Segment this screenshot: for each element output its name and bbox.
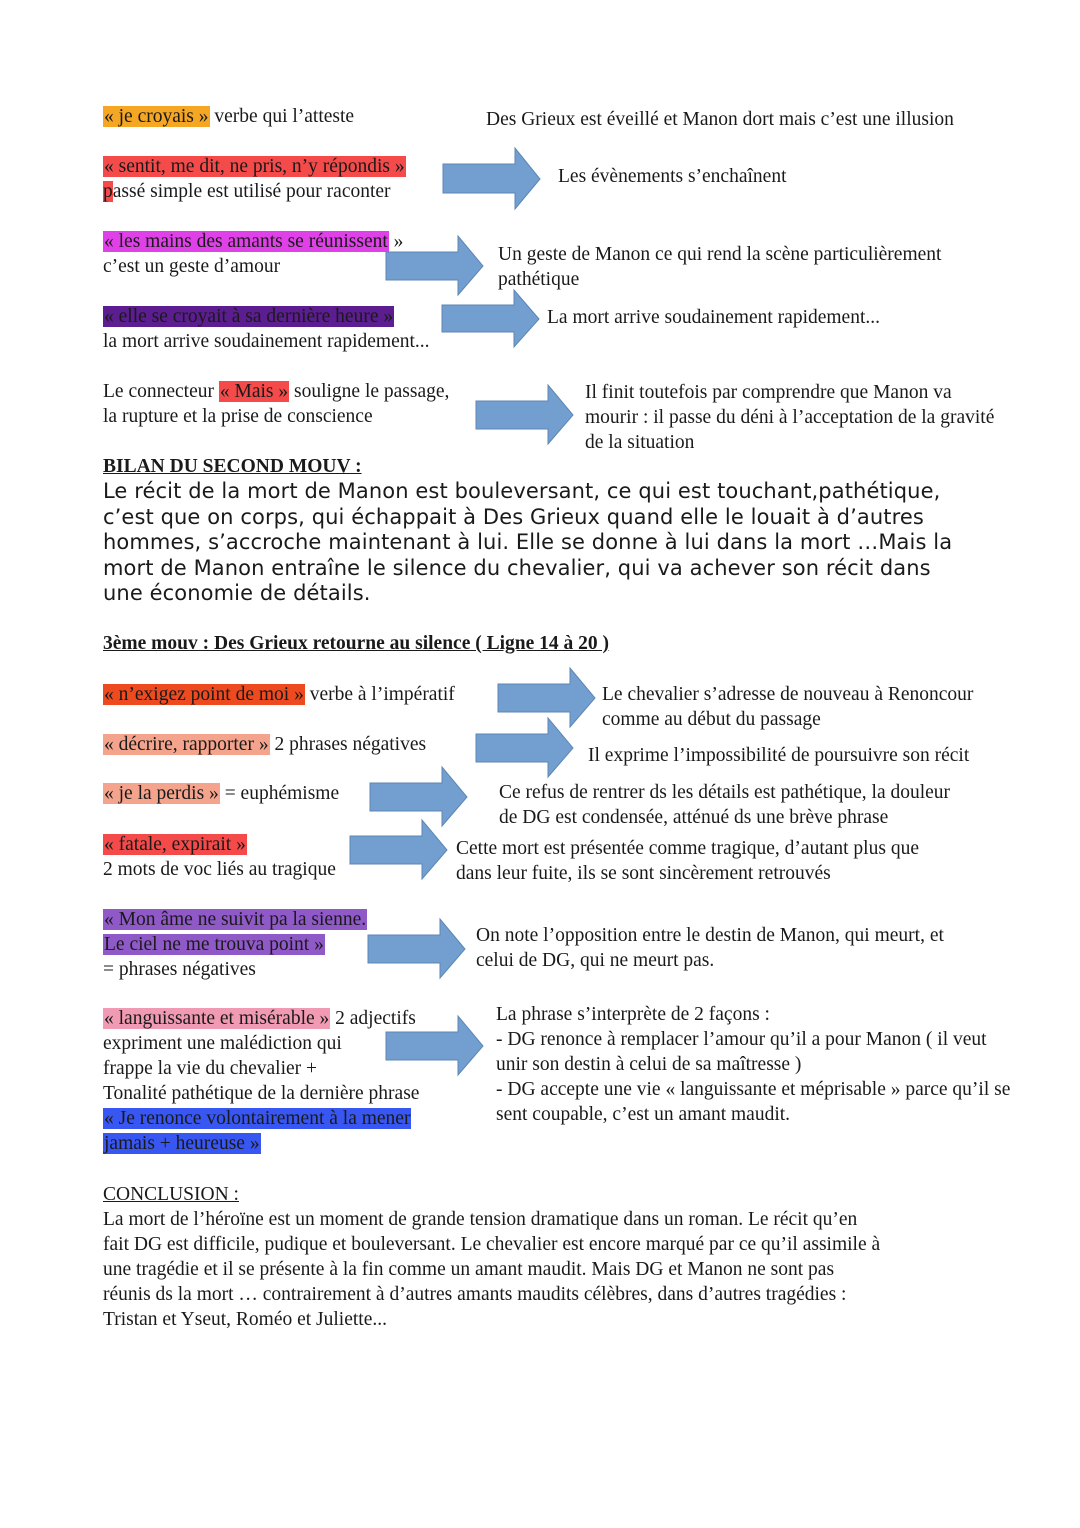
quote-highlight: « Mais »	[219, 381, 289, 402]
result-text: - DG accepte une vie « languissante et méprisable » parce qu’il se	[496, 1079, 1011, 1100]
result-text: de DG est condensée, atténué ds une brève phrase	[499, 807, 889, 828]
note-text: frappe la vie du chevalier +	[103, 1058, 318, 1079]
arrow-icon	[386, 236, 484, 296]
result-text: comme au début du passage	[602, 709, 821, 730]
quote-highlight: « n’exigez point de moi »	[104, 684, 304, 705]
arrow-icon	[386, 1016, 484, 1076]
result-text: unir son destin à celui de sa maîtresse )	[496, 1054, 802, 1075]
result-text: La phrase s’interprète de 2 façons :	[496, 1004, 770, 1025]
section-title: 3ème mouv : Des Grieux retourne au silence ( Ligne 14 à 20 )	[103, 633, 610, 654]
note-text: 2 mots de voc liés au tragique	[103, 859, 336, 880]
arrow-icon	[476, 385, 574, 445]
result-text: pathétique	[498, 269, 580, 290]
quote-highlight: « Je renonce volontairement à la mener	[104, 1108, 411, 1129]
note-text: verbe qui l’atteste	[209, 106, 355, 127]
result-text: Il exprime l’impossibilité de poursuivre son récit	[588, 745, 970, 766]
arrow-icon	[443, 148, 541, 210]
result-text: Ce refus de rentrer ds les détails est pathétique, la douleur	[499, 782, 951, 803]
result-text: Le chevalier s’adresse de nouveau à Renoncour	[602, 684, 974, 705]
conclusion-line: La mort de l’héroïne est un moment de grande tension dramatique dans un roman. Le récit qu’en	[103, 1209, 858, 1230]
note-text: Tonalité pathétique de la dernière phrase	[103, 1083, 420, 1104]
note-text: c’est un geste d’amour	[103, 256, 281, 277]
arrow-icon	[476, 718, 574, 778]
result-text: sent coupable, c’est un amant maudit.	[496, 1104, 791, 1125]
result-text: celui de DG, qui ne meurt pas.	[476, 950, 715, 971]
result-text: - DG renonce à remplacer l’amour qu’il a pour Manon ( il veut	[496, 1029, 987, 1050]
result-text: Des Grieux est éveillé et Manon dort mais c’est une illusion	[486, 109, 954, 130]
quote-highlight: « fatale, expirait »	[104, 834, 246, 855]
note-text: la rupture et la prise de conscience	[103, 406, 373, 427]
bilan-line: c’est que on corps, qui échappait à Des Grieux quand elle le louait à d’autres	[103, 504, 924, 529]
quote-highlight: « décrire, rapporter »	[104, 734, 269, 755]
bilan-line: une économie de détails.	[103, 581, 371, 605]
quote-highlight: « languissante et misérable »	[104, 1008, 330, 1029]
conclusion-line: fait DG est difficile, pudique et bouleversant. Le chevalier est encore marqué par ce qu’il assimile à	[103, 1234, 881, 1255]
result-text: Il finit toutefois par comprendre que Manon va	[585, 382, 952, 403]
row1-left	[103, 104, 354, 129]
m2-left: « décrire, rapporter » 2 phrases négatives	[104, 734, 427, 755]
bilan-line: hommes, s’accroche maintenant à lui. Elle se donne à lui dans la mort …Mais la	[103, 530, 953, 554]
result-text: On note l’opposition entre le destin de Manon, qui meurt, et	[476, 925, 944, 946]
arrow-icon	[370, 767, 468, 827]
result-text: Un geste de Manon ce qui rend la scène particulièrement	[498, 244, 942, 265]
m6-left: « languissante et misérable » 2 adjectifs	[104, 1008, 416, 1029]
note-text: la mort arrive soudainement rapidement...	[103, 331, 430, 352]
quote-highlight: « les mains des amants se réunissent »	[104, 231, 404, 252]
quote-highlight: « je la perdis »	[104, 783, 219, 804]
arrow-icon	[350, 820, 448, 880]
conclusion-line: réunis ds la mort … contrairement à d’autres amants maudits célèbres, dans d’autres tragédies :	[103, 1284, 847, 1305]
result-text: La mort arrive soudainement rapidement...	[547, 307, 881, 328]
quote-highlight: Le ciel ne me trouva point »	[104, 934, 324, 955]
quote-highlight: « Mon âme ne suivit pa la sienne.	[104, 909, 367, 930]
m1-left: « n’exigez point de moi » verbe à l’impératif	[104, 684, 455, 705]
note-text: expriment une malédiction qui	[103, 1033, 342, 1054]
conclusion-line: Tristan et Yseut, Roméo et Juliette...	[103, 1309, 387, 1330]
quote-highlight: jamais + heureuse »	[104, 1133, 260, 1154]
conclusion-line: une tragédie et il se présente à la fin comme un amant maudit. Mais DG et Manon ne sont pas	[103, 1259, 835, 1280]
quote-highlight: « elle se croyait à sa dernière heure »	[104, 306, 394, 327]
note-text: passé simple est utilisé pour raconter	[103, 181, 391, 202]
quote-highlight: « sentit, me dit, ne pris, n’y répondis »	[104, 156, 405, 177]
arrow-icon	[368, 919, 466, 979]
result-text: mourir : il passe du déni à l’acceptation de la gravité	[585, 407, 995, 428]
result-text: de la situation	[585, 432, 695, 453]
row5-left: Le connecteur « Mais » souligne le passage,	[103, 381, 450, 402]
conclusion-title: CONCLUSION :	[103, 1184, 239, 1205]
m3-left: « je la perdis » = euphémisme	[104, 783, 340, 804]
quote-highlight: « je croyais »	[104, 106, 209, 127]
bilan-line: Le récit de la mort de Manon est bouleversant, ce qui est touchant,pathétique,	[103, 479, 941, 503]
result-text: Cette mort est présentée comme tragique, d’autant plus que	[456, 838, 919, 859]
bilan-title: BILAN DU SECOND MOUV :	[103, 456, 362, 477]
note-text: = phrases négatives	[103, 959, 256, 980]
bilan-line: mort de Manon entraîne le silence du chevalier, qui va achever son récit dans	[103, 555, 931, 580]
result-text: dans leur fuite, ils se sont sincèrement retrouvés	[456, 863, 831, 884]
result-text: Les évènements s’enchaînent	[558, 166, 787, 187]
arrow-icon	[442, 290, 540, 348]
